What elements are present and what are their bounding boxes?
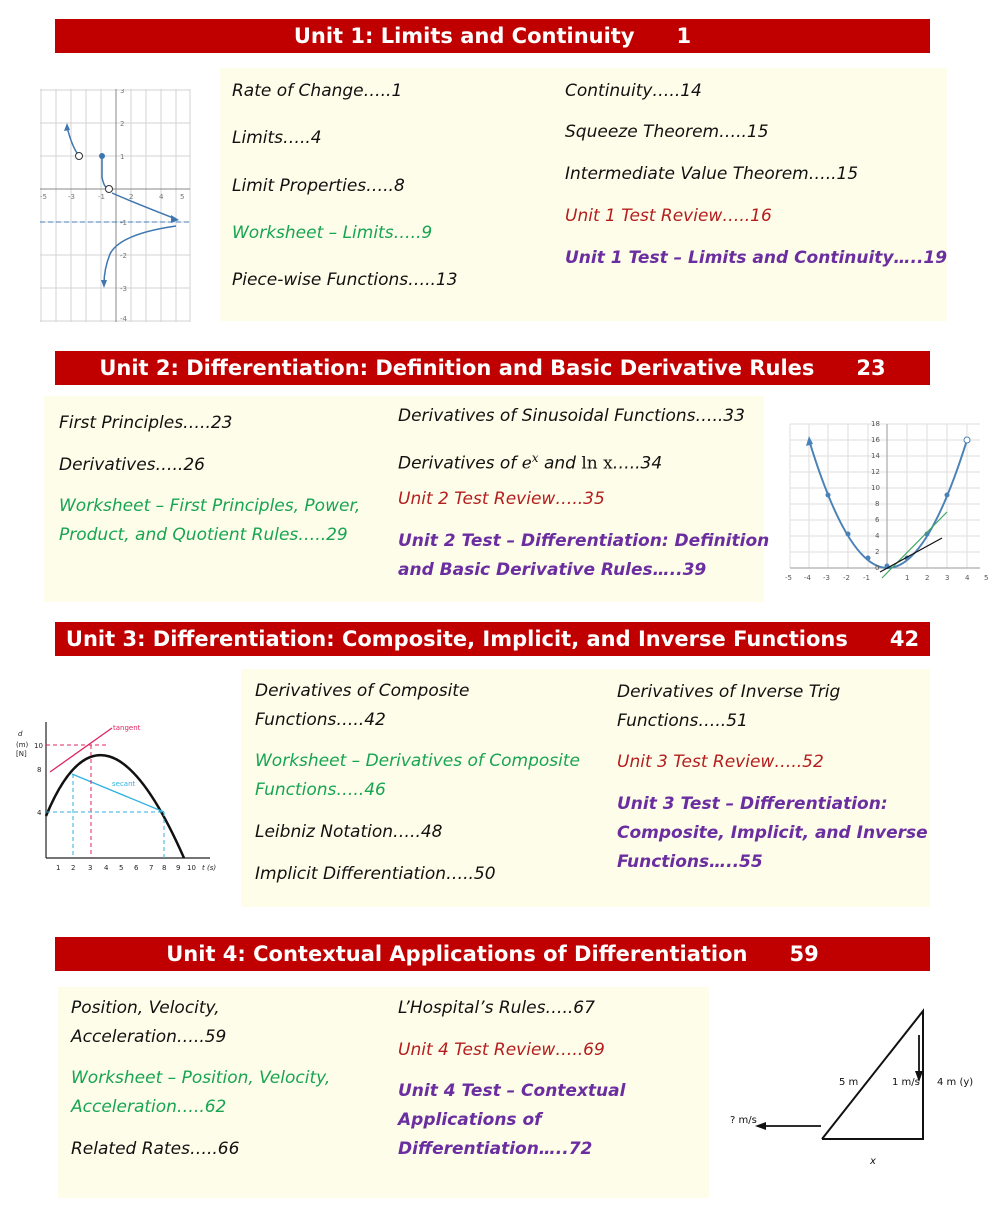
u3-xtick: 2 [71, 864, 76, 872]
u3-xtick: 8 [162, 864, 167, 872]
u3-xtick: 7 [149, 864, 154, 872]
toc-item[interactable]: L’Hospital’s Rules…..67 [398, 998, 595, 1018]
secant-label: secant [112, 780, 136, 788]
toc-line: Unit 2 Test – Differentiation: Definition [398, 531, 770, 551]
toc-test-review[interactable]: Unit 4 Test Review…..69 [398, 1040, 605, 1060]
tangent-label: tangent [113, 724, 141, 732]
rate-left-label: ? m/s [730, 1115, 757, 1126]
height-label: 4 m (y) [937, 1077, 974, 1088]
toc-worksheet[interactable]: Worksheet – Limits…..9 [232, 223, 433, 243]
unit4-banner [55, 937, 930, 971]
toc-item[interactable]: Derivatives…..26 [59, 455, 205, 475]
toc-line: Composite, Implicit, and Inverse [617, 823, 928, 843]
toc-line: Functions…..42 [255, 710, 386, 730]
unit1-page: 1 [676, 24, 692, 48]
toc-line: Differentiation…..72 [398, 1139, 593, 1159]
unit2-banner [55, 351, 930, 385]
y-unit-label: (m) [16, 741, 29, 749]
toc-text: Derivatives of [398, 453, 522, 474]
u1-xtick: 5 [180, 193, 185, 201]
toc-item[interactable] [398, 444, 662, 479]
toc-text: and [538, 453, 582, 474]
u2-xtick: 1 [905, 574, 910, 582]
u2-xtick: -4 [804, 574, 811, 582]
u2-xtick: 5 [984, 574, 989, 582]
u2-ytick: 18 [871, 420, 880, 428]
unit2-page: 23 [856, 356, 886, 380]
unit3-page: 42 [889, 627, 920, 651]
toc-item[interactable] [255, 677, 469, 735]
y-axis-label: d [18, 730, 23, 738]
toc-worksheet[interactable] [59, 492, 360, 550]
u3-xtick: 10 [187, 864, 196, 872]
toc-line: Derivatives of Composite [255, 681, 470, 701]
toc-line: Acceleration…..59 [71, 1027, 227, 1047]
u2-xtick: -2 [843, 574, 850, 582]
u3-xtick: 4 [104, 864, 109, 872]
u2-ytick: 10 [871, 484, 880, 492]
ladder-length-label: 5 m [839, 1077, 859, 1088]
u2-ytick: 12 [871, 468, 880, 476]
u1-ytick: -2 [120, 252, 127, 260]
u2-xtick: 3 [945, 574, 950, 582]
u2-ytick: 14 [871, 452, 880, 460]
u3-xtick: 5 [119, 864, 124, 872]
toc-test-review[interactable]: Unit 3 Test Review…..52 [617, 752, 824, 772]
toc-item[interactable]: Rate of Change…..1 [232, 81, 403, 101]
u3-xtick: 9 [176, 864, 181, 872]
x-axis-label: t (s) [202, 864, 217, 872]
toc-line: Worksheet – Position, Velocity, [71, 1068, 331, 1088]
math-ln: ln x [581, 453, 613, 474]
toc-line: Worksheet – Derivatives of Composite [255, 751, 580, 771]
unit1-banner [55, 19, 930, 53]
base-label: x [870, 1156, 876, 1167]
toc-line: Derivatives of Inverse Trig [617, 682, 841, 702]
toc-unit-test[interactable] [398, 1077, 625, 1164]
unit1-graph [40, 89, 192, 322]
toc-item[interactable] [617, 678, 840, 736]
toc-line: Functions…..51 [617, 711, 748, 731]
toc-item[interactable]: Limits…..4 [232, 128, 322, 148]
toc-item[interactable]: Piece-wise Functions…..13 [232, 270, 458, 290]
toc-text: …..34 [612, 453, 663, 474]
toc-item[interactable]: Continuity…..14 [565, 81, 702, 101]
toc-line: Unit 4 Test – Contextual [398, 1081, 626, 1101]
rate-down-label: 1 m/s [892, 1077, 920, 1088]
u2-ytick: 4 [875, 532, 880, 540]
toc-item[interactable]: First Principles…..23 [59, 413, 233, 433]
unit4-page: 59 [789, 942, 819, 966]
unit4-ladder-diagram [725, 1005, 990, 1175]
u2-ytick: 2 [875, 548, 880, 556]
toc-test-review[interactable]: Unit 2 Test Review…..35 [398, 489, 605, 509]
u1-xtick: -1 [98, 193, 105, 201]
toc-item[interactable]: Leibniz Notation…..48 [255, 822, 443, 842]
u1-ytick: -4 [120, 315, 127, 322]
u2-ytick: 16 [871, 436, 880, 444]
toc-line: Position, Velocity, [71, 998, 220, 1018]
toc-test-review[interactable]: Unit 1 Test Review…..16 [565, 206, 772, 226]
unit3-graph [12, 718, 222, 876]
toc-item[interactable]: Derivatives of Sinusoidal Functions…..33 [398, 406, 745, 426]
toc-worksheet[interactable] [255, 747, 580, 805]
u2-ytick: 8 [875, 500, 880, 508]
toc-item[interactable]: Implicit Differentiation…..50 [255, 864, 496, 884]
toc-unit-test[interactable] [398, 527, 769, 585]
u1-xtick: 2 [129, 193, 134, 201]
toc-line: Product, and Quotient Rules…..29 [59, 525, 348, 545]
toc-line: Applications of [398, 1110, 542, 1130]
toc-line: Unit 3 Test – Differentiation: [617, 794, 888, 814]
u1-xtick: -3 [68, 193, 75, 201]
toc-item[interactable]: Related Rates…..66 [71, 1139, 240, 1159]
y-unit-label: [N] [16, 750, 27, 758]
toc-unit-test[interactable]: Unit 1 Test – Limits and Continuity…..19 [565, 248, 948, 268]
math-exponent: x [531, 451, 539, 465]
u1-ytick: -1 [120, 219, 127, 227]
toc-item[interactable] [71, 994, 226, 1052]
unit3-banner [55, 622, 930, 656]
toc-line: Worksheet – First Principles, Power, [59, 496, 361, 516]
u3-xtick: 6 [134, 864, 139, 872]
u1-ytick: 3 [120, 89, 125, 95]
toc-item[interactable]: Squeeze Theorem…..15 [565, 122, 769, 142]
u2-xtick: -3 [823, 574, 830, 582]
toc-unit-test[interactable] [617, 790, 928, 877]
u1-ytick: 1 [120, 153, 125, 161]
toc-line: Functions…..46 [255, 780, 386, 800]
u1-ytick: 2 [120, 120, 125, 128]
math-e: e [521, 453, 532, 474]
toc-line: and Basic Derivative Rules…..39 [398, 560, 707, 580]
toc-line: Functions…..55 [617, 852, 763, 872]
toc-line: Acceleration…..62 [71, 1097, 227, 1117]
u1-ytick: -3 [120, 285, 127, 293]
toc-worksheet[interactable] [71, 1064, 330, 1122]
toc-item[interactable]: Limit Properties…..8 [232, 176, 405, 196]
unit4-title: Unit 4: Contextual Applications of Differentiation [166, 942, 748, 966]
u1-xtick: -5 [40, 193, 47, 201]
u2-xtick: -1 [863, 574, 870, 582]
u2-xtick: -5 [785, 574, 792, 582]
unit2-title: Unit 2: Differentiation: Definition and Basic Derivative Rules [99, 356, 815, 380]
toc-item[interactable]: Intermediate Value Theorem…..15 [565, 164, 859, 184]
u3-xtick: 1 [56, 864, 61, 872]
unit1-title: Unit 1: Limits and Continuity [293, 24, 635, 48]
u3-ytick: 10 [34, 742, 43, 750]
unit3-title: Unit 3: Differentiation: Composite, Implicit, and Inverse Functions [65, 627, 848, 651]
u2-xtick: 2 [925, 574, 930, 582]
u2-ytick: 0 [875, 564, 880, 572]
u1-xtick: 4 [159, 193, 164, 201]
u3-xtick: 3 [88, 864, 93, 872]
u3-ytick: 4 [37, 809, 42, 817]
u2-xtick: 4 [965, 574, 970, 582]
u2-ytick: 6 [875, 516, 880, 524]
u3-ytick: 8 [37, 766, 42, 774]
unit2-graph [782, 418, 992, 586]
